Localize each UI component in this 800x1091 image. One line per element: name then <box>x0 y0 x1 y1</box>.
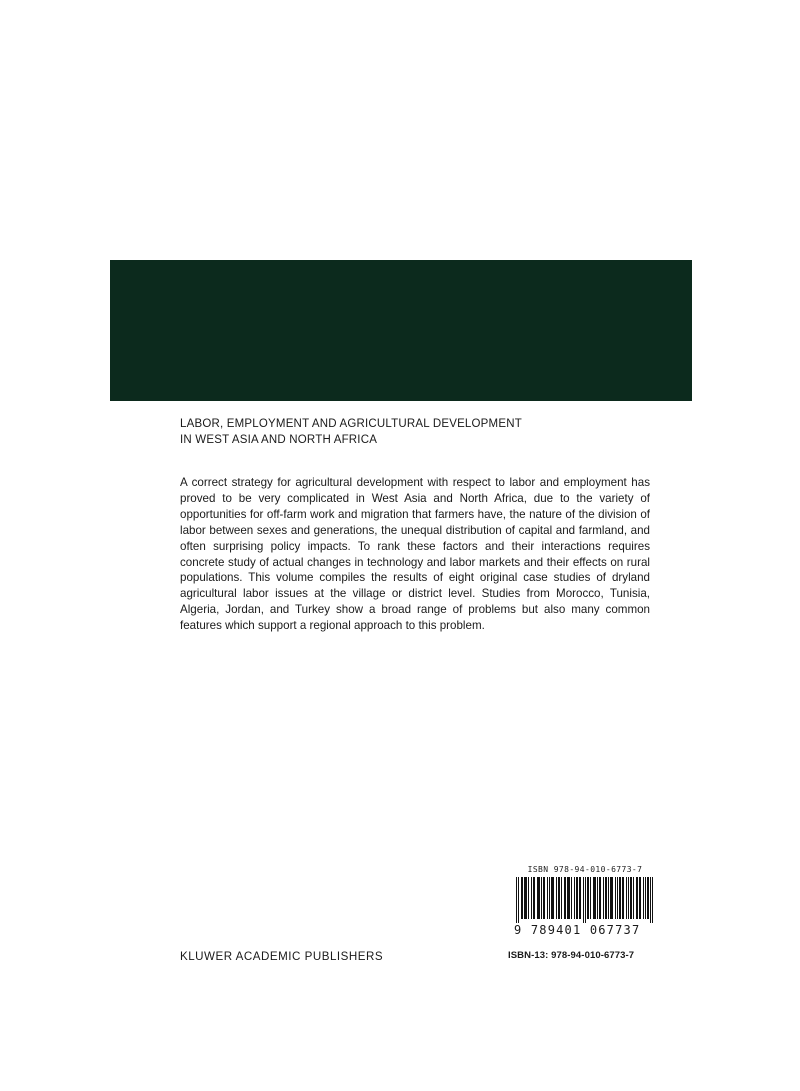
barcode-bar <box>619 877 620 919</box>
barcode-bar <box>577 877 578 919</box>
barcode-bar <box>631 877 632 919</box>
barcode-bar <box>611 877 612 919</box>
barcode-bar <box>565 877 566 919</box>
barcode-bar <box>525 877 526 919</box>
barcode-bar <box>539 877 540 919</box>
barcode-bar <box>568 877 569 919</box>
barcode-bar <box>615 877 616 919</box>
barcode-bar <box>600 877 601 919</box>
barcode-bar <box>652 877 653 923</box>
barcode-bar <box>595 877 596 919</box>
barcode-bar <box>576 877 577 919</box>
barcode-bar <box>558 877 559 919</box>
barcode-bar <box>645 877 646 919</box>
book-title <box>180 416 640 448</box>
barcode-bar <box>564 877 565 919</box>
barcode-bar <box>612 877 613 919</box>
barcode-bar <box>650 877 651 923</box>
barcode-bar <box>648 877 649 919</box>
barcode-bar <box>567 877 568 919</box>
barcode-bar <box>585 877 586 923</box>
barcode-bar <box>640 877 641 919</box>
barcode-bar <box>518 877 519 923</box>
barcode-bar <box>531 877 532 919</box>
barcode-bar <box>574 877 575 919</box>
barcode <box>512 865 658 939</box>
barcode-bar <box>516 877 517 923</box>
barcode-bar <box>583 877 584 923</box>
barcode-bar <box>636 877 637 919</box>
barcode-bar <box>569 877 570 919</box>
barcode-bar <box>547 877 548 919</box>
barcode-bar <box>526 877 527 919</box>
cover-color-band <box>110 260 692 401</box>
barcode-bar <box>637 877 638 919</box>
barcode-bar <box>590 877 591 919</box>
barcode-bar <box>534 877 535 919</box>
barcode-bar <box>521 877 522 919</box>
barcode-bar <box>630 877 631 919</box>
barcode-bar <box>633 877 634 919</box>
barcode-bar <box>537 877 538 919</box>
barcode-bar <box>647 877 648 919</box>
barcode-bar <box>610 877 611 919</box>
barcode-bar <box>561 877 562 919</box>
barcode-bar <box>606 877 607 919</box>
barcode-bar <box>553 877 554 919</box>
barcode-bar <box>541 877 542 919</box>
barcode-bar <box>533 877 534 919</box>
barcode-bar <box>626 877 627 919</box>
barcode-digits: 9 789401 067737 <box>514 923 641 937</box>
barcode-bar <box>559 877 560 919</box>
publisher-name: KLUWER ACADEMIC PUBLISHERS <box>180 950 384 963</box>
book-description: A correct strategy for agricultural development with respect to labor and employment has proved to be very complicated in West Asia and North Africa, due to the variety of opportunities for off-farm work and migration that farmers have, the nature of the division of labor between sexes and generations, the unequal distribution of capital and farmland, and often surprising policy impacts. To rank these factors and their interactions requires concrete study of actual changes in technology and labor markets and their effects on rural populations. This volume compiles the results of eight original case studies of dryland agricultural labor issues at the village or district level. Studies from Morocco, Tunisia, Algeria, Jordan, and Turkey show a broad range of problems but also many common features which support a regional approach to this problem. <box>180 476 650 633</box>
isbn-number: ISBN-13: 978-94-010-6773-7 <box>508 950 635 961</box>
barcode-bar <box>524 877 525 919</box>
barcode-bar <box>549 877 550 919</box>
barcode-bar <box>620 877 621 919</box>
barcode-bar <box>594 877 595 919</box>
barcode-bar <box>599 877 600 919</box>
barcode-bar <box>597 877 598 919</box>
barcode-bar <box>617 877 618 919</box>
title-line-1: LABOR, EMPLOYMENT AND AGRICULTURAL DEVELOPMENT <box>180 418 522 430</box>
barcode-bar <box>580 877 581 919</box>
barcode-bar <box>605 877 606 919</box>
barcode-bar <box>639 877 640 919</box>
barcode-isbn-label: ISBN 978-94-010-6773-7 <box>527 865 643 874</box>
barcode-bar <box>571 877 572 919</box>
barcode-bar <box>622 877 623 919</box>
barcode-bar <box>643 877 644 919</box>
barcode-bar <box>588 877 589 919</box>
barcode-bar <box>522 877 523 919</box>
barcode-bar <box>543 877 544 919</box>
barcode-bar <box>593 877 594 919</box>
barcode-bar <box>544 877 545 919</box>
barcode-bar <box>551 877 552 919</box>
barcode-bar <box>628 877 629 919</box>
barcode-bar <box>623 877 624 919</box>
barcode-bar <box>538 877 539 919</box>
barcode-bar <box>579 877 580 919</box>
barcode-bar <box>587 877 588 919</box>
title-line-2: IN WEST ASIA AND NORTH AFRICA <box>180 434 378 446</box>
barcode-bar <box>528 877 529 919</box>
barcode-bar <box>603 877 604 919</box>
barcode-bars <box>516 877 654 923</box>
barcode-bar <box>608 877 609 919</box>
barcode-bar <box>552 877 553 919</box>
barcode-bar <box>556 877 557 919</box>
